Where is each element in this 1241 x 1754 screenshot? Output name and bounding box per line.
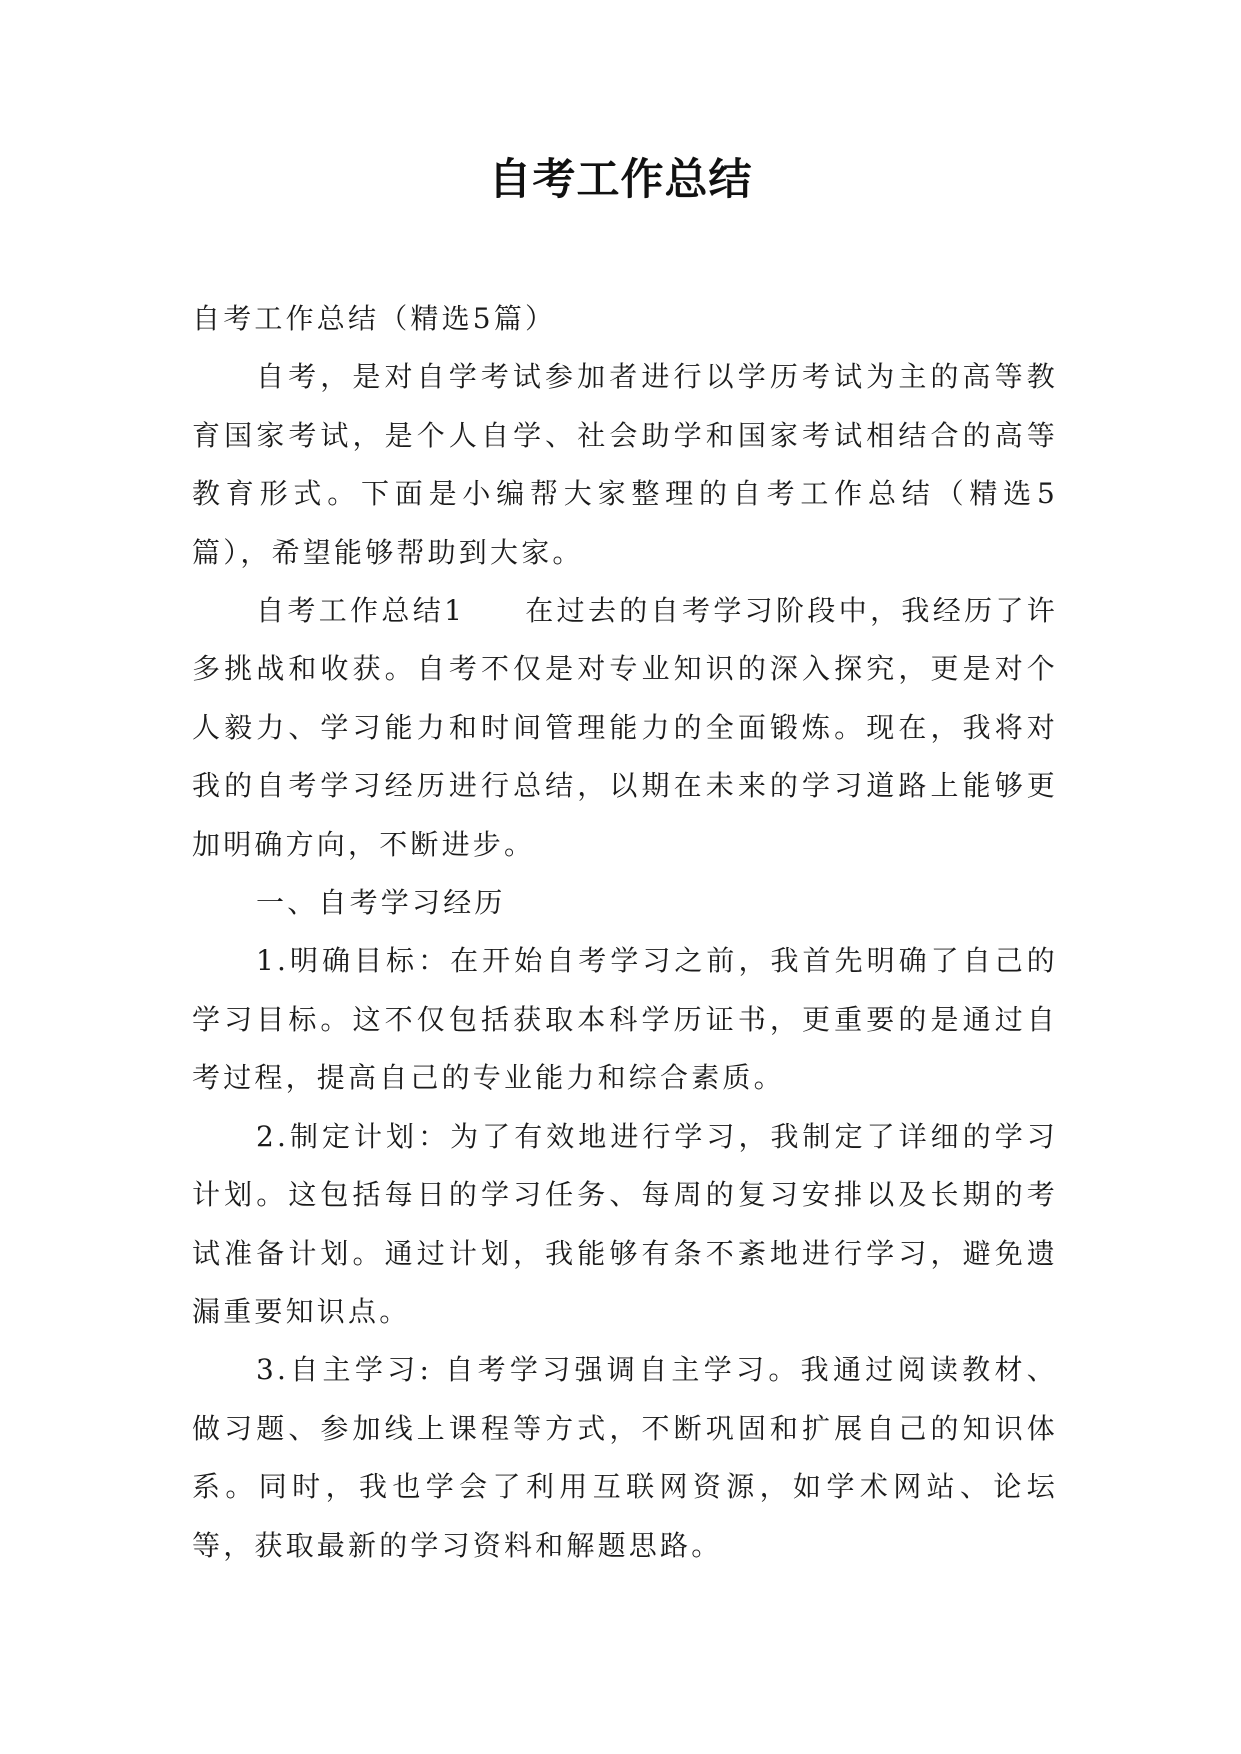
section-1-heading: 自考工作总结1 bbox=[256, 594, 466, 628]
document-title: 自考工作总结 bbox=[488, 155, 753, 205]
list-item-plan: 2.制定计划：为了有效地进行学习，我制定了详细的学习计划。这包括每日的学习任务、每周的复习安排以及长期的考试准备计划。通过计划，我能够有条不紊地进行学习，避免遗漏重要知识点。 bbox=[192, 1119, 1058, 1328]
section-1-paragraph bbox=[192, 582, 1058, 874]
intro-paragraph: 自考，是对自学考试参加者进行以学历考试为主的高等教育国家考试，是个人自学、社会助学和国家考试相结合的高等教育形式。下面是小编帮大家整理的自考工作总结（精选5篇），希望能够帮助到大家。 bbox=[192, 360, 1058, 569]
document-subtitle: 自考工作总结（精选5篇） bbox=[192, 302, 557, 335]
document-body bbox=[192, 290, 1058, 1575]
list-item-goal: 1.明确目标：在开始自考学习之前，我首先明确了自己的学习目标。这不仅包括获取本科学历证书，更重要的是通过自考过程，提高自己的专业能力和综合素质。 bbox=[192, 944, 1058, 1095]
part-heading: 一、自考学习经历 bbox=[256, 886, 506, 920]
list-item-self-study: 3.自主学习: 自考学习强调自主学习。我通过阅读教材、做习题、参加线上课程等方式，不断巩固和扩展自己的知识体系。同时，我也学会了利用互联网资源，如学术网站、论坛等，获取最新的学习资料和解题思路。 bbox=[192, 1353, 1058, 1562]
section-1-text: 在过去的自考学习阶段中，我经历了许多挑战和收获。自考不仅是对专业知识的深入探究，更是对个人毅力、学习能力和时间管理能力的全面锻炼。现在，我将对我的自考学习经历进行总结，以期在未来的学习道路上能够更加明确方向，不断进步。 bbox=[192, 594, 1059, 861]
